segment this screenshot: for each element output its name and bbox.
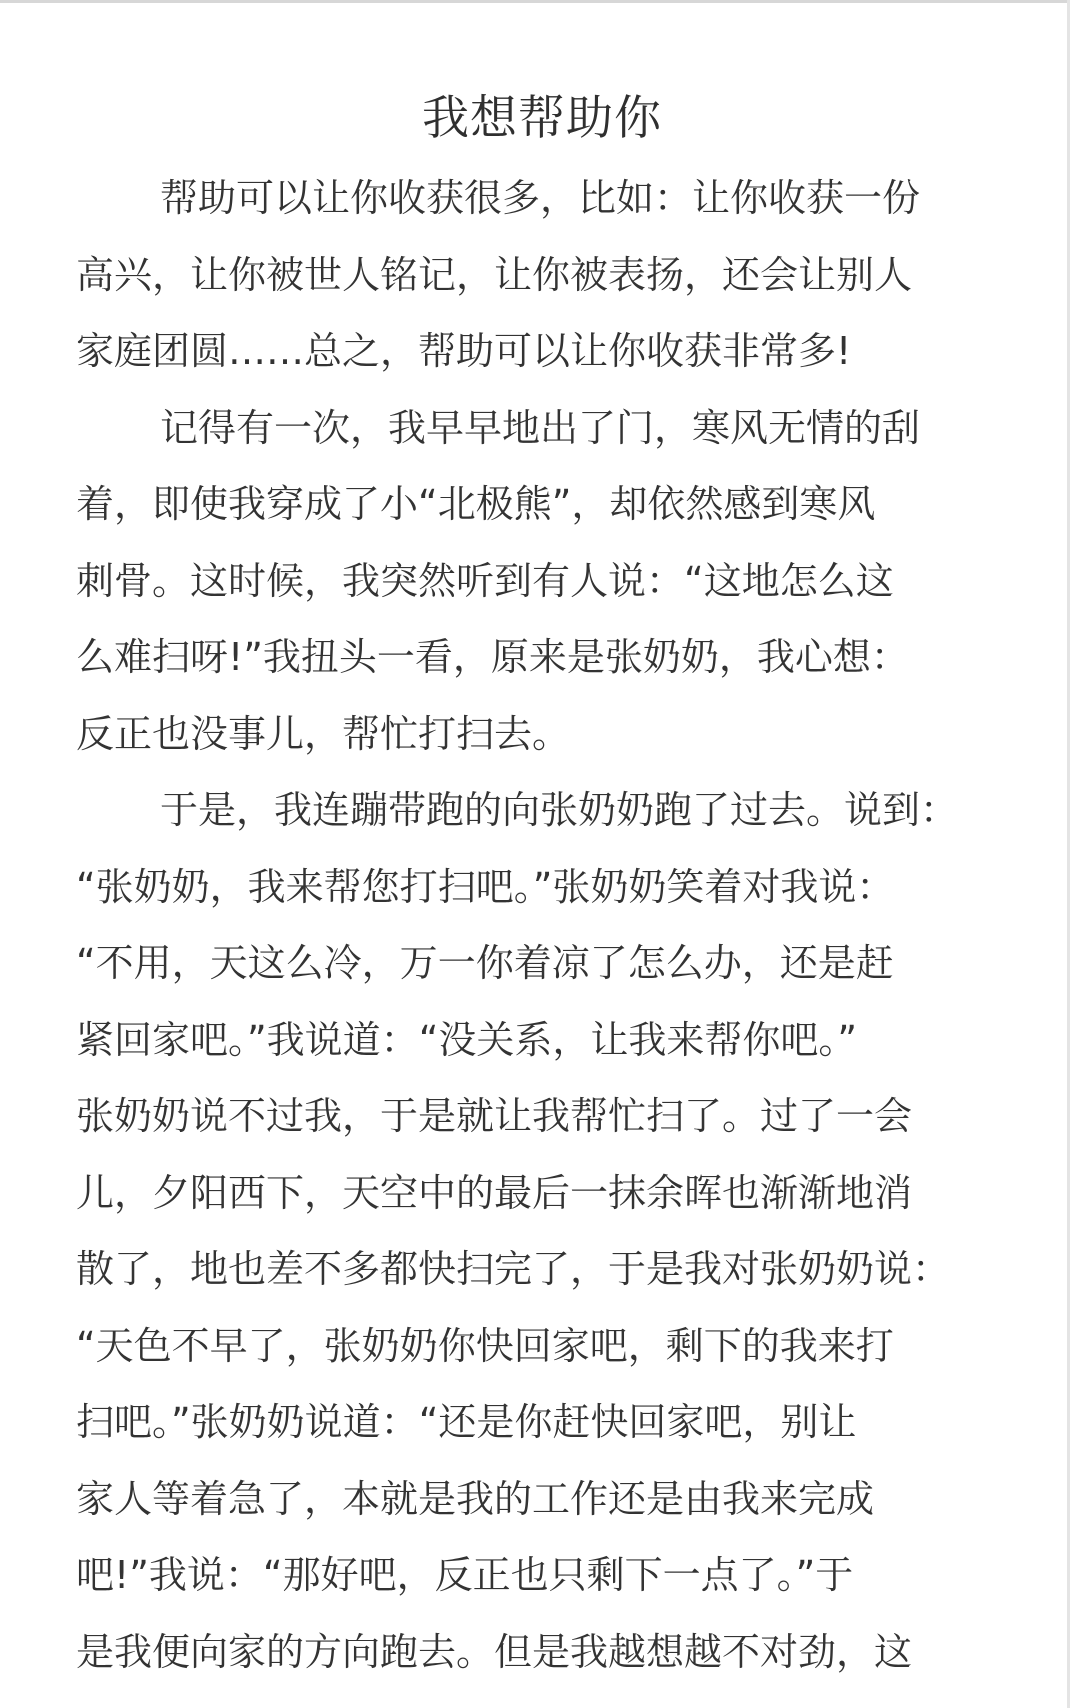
paragraph-1 [76, 160, 1008, 390]
text-line: 散了，地也差不多都快扫完了，于是我对张奶奶说： [76, 1247, 951, 1291]
top-border [0, 0, 1070, 3]
text-line: 刺骨。这时候，我突然听到有人说：“这地怎么这 [76, 558, 894, 603]
text-line: 记得有一次，我早早地出了门，寒风无情的刮 [160, 405, 921, 450]
article-title: 我想帮助你 [422, 91, 662, 146]
text-line: 是我便向家的方向跑去。但是我越想越不对劲，这 [76, 1629, 913, 1674]
paragraph-2 [76, 390, 1008, 773]
text-line: 扫吧。”张奶奶说道：“还是你赶快回家吧，别让 [76, 1400, 857, 1444]
text-line: “张奶奶，我来帮您打扫吧。”张奶奶笑着对我说： [76, 864, 895, 909]
text-line: 家人等着急了，本就是我的工作还是由我来完成 [76, 1476, 875, 1521]
paragraph-3 [76, 772, 1008, 1690]
text-line: “天色不早了，张奶奶你快回家吧，剩下的我来打 [76, 1323, 894, 1368]
article [76, 84, 1008, 1690]
text-line: 帮助可以让你收获很多，比如：让你收获一份 [160, 176, 921, 220]
text-line: “不用，天这么冷，万一你着凉了怎么办，还是赶 [76, 941, 894, 985]
text-line: 儿，夕阳西下，天空中的最后一抹余晖也渐渐地消 [76, 1170, 913, 1215]
text-line: 紧回家吧。”我说道：“没关系，让我来帮你吧。” [76, 1017, 858, 1062]
text-line: 吧!”我说：“那好吧，反正也只剩下一点了。”于 [76, 1553, 854, 1597]
text-line: 张奶奶说不过我，于是就让我帮忙扫了。过了一会 [76, 1094, 913, 1138]
text-line: 反正也没事儿，帮忙打扫去。 [76, 711, 571, 756]
text-line: 于是，我连蹦带跑的向张奶奶跑了过去。说到： [160, 788, 959, 832]
text-line: 家庭团圆……总之，帮助可以让你收获非常多! [76, 329, 852, 373]
text-line: 么难扫呀!”我扭头一看，原来是张奶奶，我心想： [76, 635, 909, 679]
text-line: 着，即使我穿成了小“北极熊”，却依然感到寒风 [76, 482, 876, 526]
text-line: 高兴，让你被世人铭记，让你被表扬，还会让别人 [76, 252, 913, 297]
